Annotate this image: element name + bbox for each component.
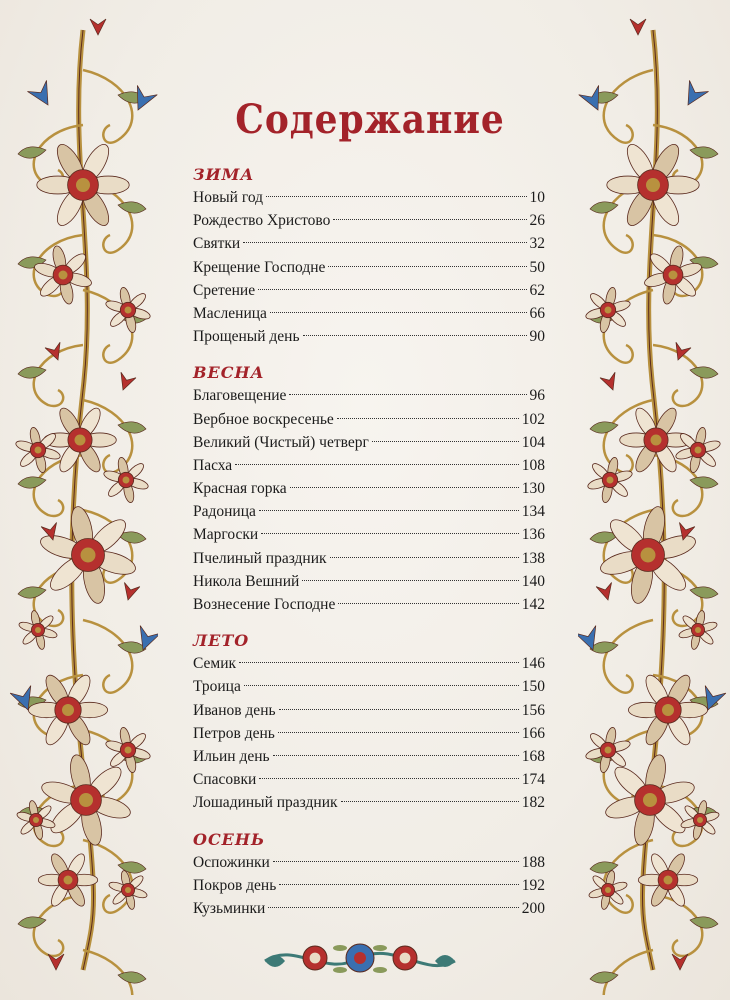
toc-section bbox=[193, 362, 545, 616]
dot-leader bbox=[278, 732, 519, 733]
toc-entry-page: 62 bbox=[529, 281, 545, 299]
toc-entry-label: Никола Вешний bbox=[193, 572, 300, 590]
dot-leader bbox=[261, 533, 519, 534]
floral-border-left-icon bbox=[8, 10, 158, 995]
dot-leader bbox=[259, 778, 518, 779]
toc-entry[interactable] bbox=[193, 791, 545, 814]
toc-entry[interactable] bbox=[193, 325, 545, 348]
toc-entry-page: 166 bbox=[521, 724, 545, 742]
toc-entry-page: 90 bbox=[529, 328, 545, 346]
toc-entry-page: 96 bbox=[529, 387, 545, 405]
toc-entry[interactable] bbox=[193, 851, 545, 874]
toc-entry-page: 200 bbox=[521, 899, 545, 917]
toc-entry-page: 168 bbox=[521, 747, 545, 765]
toc-entry[interactable] bbox=[193, 523, 545, 546]
toc-entry-page: 134 bbox=[521, 503, 545, 521]
toc-entry[interactable] bbox=[193, 768, 545, 791]
dot-leader bbox=[279, 884, 518, 885]
toc-entry[interactable] bbox=[193, 745, 545, 768]
toc-entry-label: Маргоски bbox=[193, 526, 259, 544]
toc-entry-label: Оспожинки bbox=[193, 853, 270, 871]
toc-entry[interactable] bbox=[193, 593, 545, 616]
dot-leader bbox=[239, 662, 519, 663]
toc-entry-page: 188 bbox=[521, 853, 545, 871]
toc-entry[interactable] bbox=[193, 384, 545, 407]
section-title: ВЕСНА bbox=[193, 363, 265, 383]
toc-entry[interactable] bbox=[193, 256, 545, 279]
toc-entry-label: Святки bbox=[193, 235, 241, 253]
toc-entry-label: Крещение Господне bbox=[193, 258, 326, 276]
toc-entry[interactable] bbox=[193, 477, 545, 500]
toc-entry[interactable] bbox=[193, 209, 545, 232]
toc-entry-page: 156 bbox=[521, 701, 545, 719]
section-title: ОСЕНЬ bbox=[193, 829, 266, 849]
toc-entry[interactable] bbox=[193, 232, 545, 255]
toc-entry-page: 66 bbox=[529, 304, 545, 322]
toc-entry-page: 192 bbox=[521, 876, 545, 894]
toc-entry-page: 150 bbox=[521, 678, 545, 696]
toc-entry-label: Масленица bbox=[193, 304, 267, 322]
toc-entry-label: Великий (Чистый) четверг bbox=[193, 433, 369, 451]
toc-entry-page: 26 bbox=[529, 212, 545, 230]
toc-entry[interactable] bbox=[193, 675, 545, 698]
toc-entry-label: Пасха bbox=[193, 456, 233, 474]
table-of-contents bbox=[193, 164, 545, 934]
dot-leader bbox=[372, 441, 519, 442]
toc-entry-page: 130 bbox=[521, 480, 545, 498]
toc-entry-page: 32 bbox=[529, 235, 545, 253]
dot-leader bbox=[270, 312, 527, 313]
dot-leader bbox=[290, 487, 519, 488]
toc-entry[interactable] bbox=[193, 186, 545, 209]
toc-entry-label: Сретение bbox=[193, 281, 256, 299]
toc-entry-label: Радоница bbox=[193, 503, 256, 521]
toc-entry-label: Ильин день bbox=[193, 747, 270, 765]
toc-entry[interactable] bbox=[193, 722, 545, 745]
dot-leader bbox=[258, 289, 526, 290]
toc-entry-label: Семик bbox=[193, 655, 237, 673]
toc-entry-label: Пчелиный праздник bbox=[193, 549, 327, 567]
toc-entry-page: 10 bbox=[529, 189, 545, 206]
dot-leader bbox=[328, 266, 526, 267]
toc-entry-page: 140 bbox=[521, 572, 545, 590]
dot-leader bbox=[273, 861, 519, 862]
toc-entry-label: Вербное воскресенье bbox=[193, 410, 334, 428]
dot-leader bbox=[273, 755, 519, 756]
toc-entry-label: Кузьминки bbox=[193, 899, 266, 917]
dot-leader bbox=[235, 464, 519, 465]
toc-entry-label: Новый год bbox=[193, 189, 264, 206]
toc-entry[interactable] bbox=[193, 454, 545, 477]
toc-entry-page: 174 bbox=[521, 771, 545, 789]
section-title: ЗИМА bbox=[193, 165, 255, 184]
toc-section bbox=[193, 630, 545, 814]
page-title: Содержание bbox=[235, 96, 505, 143]
floral-bottom-ornament-icon bbox=[255, 933, 465, 983]
toc-section bbox=[193, 164, 545, 348]
toc-entry[interactable] bbox=[193, 302, 545, 325]
toc-entry[interactable] bbox=[193, 570, 545, 593]
toc-entry-label: Петров день bbox=[193, 724, 275, 742]
toc-entry-page: 104 bbox=[521, 433, 545, 451]
toc-entry[interactable] bbox=[193, 279, 545, 302]
dot-leader bbox=[289, 394, 526, 395]
toc-entry-label: Прощеный день bbox=[193, 328, 300, 346]
floral-border-right-icon bbox=[578, 10, 728, 995]
toc-entry[interactable] bbox=[193, 897, 545, 920]
toc-entry[interactable] bbox=[193, 652, 545, 675]
dot-leader bbox=[333, 219, 526, 220]
toc-entry[interactable] bbox=[193, 699, 545, 722]
toc-section bbox=[193, 829, 545, 921]
section-title: ЛЕТО bbox=[193, 631, 250, 651]
dot-leader bbox=[259, 510, 519, 511]
toc-entry[interactable] bbox=[193, 874, 545, 897]
dot-leader bbox=[337, 418, 519, 419]
toc-entry-label: Благовещение bbox=[193, 387, 287, 405]
dot-leader bbox=[303, 335, 527, 336]
dot-leader bbox=[279, 709, 519, 710]
toc-entry[interactable] bbox=[193, 547, 545, 570]
toc-entry-label: Рождество Христово bbox=[193, 212, 331, 230]
toc-entry-label: Троица bbox=[193, 678, 241, 696]
toc-entry-label: Лошадиный праздник bbox=[193, 794, 338, 812]
toc-entry-page: 142 bbox=[521, 596, 545, 613]
toc-entry[interactable] bbox=[193, 500, 545, 523]
dot-leader bbox=[244, 685, 519, 686]
dot-leader bbox=[243, 242, 526, 243]
toc-entry-page: 108 bbox=[521, 456, 545, 474]
toc-entry[interactable] bbox=[193, 408, 545, 431]
dot-leader bbox=[302, 580, 518, 581]
toc-entry-page: 136 bbox=[521, 526, 545, 544]
toc-entry-label: Спасовки bbox=[193, 771, 257, 789]
toc-entry-label: Иванов день bbox=[193, 701, 276, 719]
toc-entry-page: 50 bbox=[529, 258, 545, 276]
toc-entry-page: 102 bbox=[521, 410, 545, 428]
toc-entry-label: Покров день bbox=[193, 876, 277, 894]
dot-leader bbox=[341, 801, 519, 802]
dot-leader bbox=[338, 603, 518, 604]
dot-leader bbox=[266, 196, 526, 197]
toc-entry-page: 182 bbox=[521, 794, 545, 812]
dot-leader bbox=[330, 557, 519, 558]
dot-leader bbox=[268, 907, 518, 908]
toc-entry[interactable] bbox=[193, 431, 545, 454]
toc-entry-page: 146 bbox=[521, 655, 545, 673]
toc-entry-page: 138 bbox=[521, 549, 545, 567]
toc-entry-label: Красная горка bbox=[193, 480, 287, 498]
toc-entry-label: Вознесение Господне bbox=[193, 596, 336, 613]
